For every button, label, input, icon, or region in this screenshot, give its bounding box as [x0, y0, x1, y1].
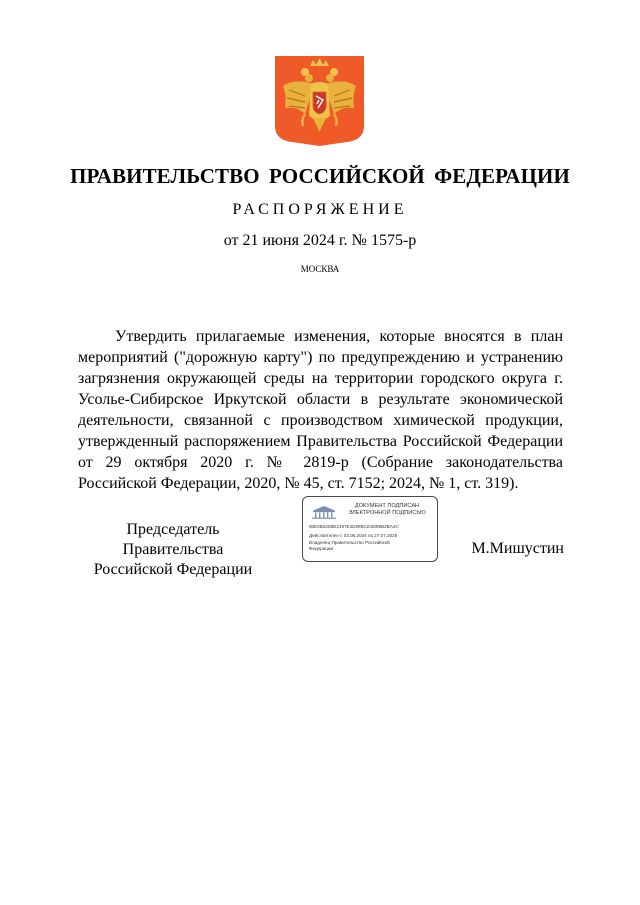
signatory-position-line1: Председатель Правительства: [122, 521, 224, 558]
document-date-number: от 21 июня 2024 г. № 1575-р: [223, 232, 417, 249]
stamp-heading: [341, 503, 433, 517]
stamp-certificate: 00E3B2208D2197E4D9992103099B2BA4C: [309, 524, 399, 529]
stamp-heading-line2: ЭЛЕКТРОННОЙ ПОДПИСЬЮ: [348, 510, 426, 516]
government-building-icon: [311, 505, 337, 519]
signatory-name: М.Мишустин: [471, 540, 564, 557]
stamp-validity: Действителен с 03.05.2024 по 27.07.2025: [309, 533, 398, 538]
stamp-owner-line1: Владелец Правительство Российской: [309, 540, 390, 545]
signatory-position-line2: Российской Федерации: [93, 561, 253, 578]
coat-of-arms-icon: [275, 56, 364, 146]
electronic-signature-stamp: [302, 496, 438, 562]
stamp-heading-line1: ДОКУМЕНТ ПОДПИСАН: [354, 503, 420, 509]
order-paragraph: Утвердить прилагаемые изменения, которые вносятся в план мероприятий ("дорожную карту") по предупреждению и устранению загрязнения окружающей среды на территории городского округа г. Усолье-Сибирское Иркутской области в результате экономической деятельности, связанной с производством химической продукции, утвержденный распоряжением Правительства Российской Федерации от 29 октября 2020 г. № 2819-р (Собрание законодательства Российской Федерации, 2020, № 45, ст. 7152; 2024, № 1, ст. 319).: [78, 328, 563, 492]
document-type: РАСПОРЯЖЕНИЕ: [232, 201, 408, 218]
signatory-position: [78, 520, 268, 580]
issuer-title: ПРАВИТЕЛЬСТВО РОССИЙСКОЙ ФЕДЕРАЦИИ: [70, 164, 570, 188]
stamp-owner-line2: Федерации: [309, 546, 334, 551]
document-city: МОСКВА: [300, 264, 340, 274]
